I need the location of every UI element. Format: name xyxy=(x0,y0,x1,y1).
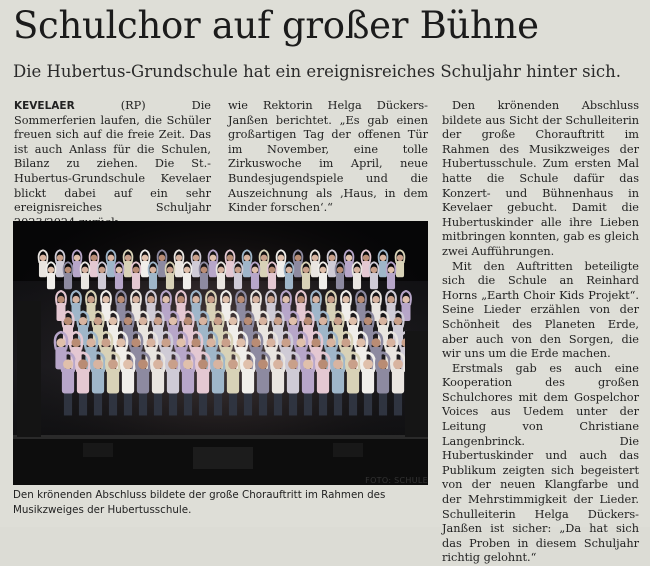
dateline: KEVELAER xyxy=(14,100,75,112)
headline: Schulchor auf großer Bühne xyxy=(13,4,539,47)
column-2 xyxy=(228,99,428,216)
choir-stage-illustration xyxy=(13,221,428,485)
column-3 xyxy=(442,99,639,566)
paragraph-conclusion: Den krönenden Abschluss bildete aus Sicht der Schulleiterin der große Chorauftritt im Rahmen des Musikzweiges der Hubertusschule. Zum ersten Mal hatte die Schule dafür das Konzert- und Bühnenhaus in Kevelaer gebucht. Damit die Hubertuskinder alle ihre Lieben mitbringen konnten, gab es gleich zwei Aufführungen. xyxy=(442,99,639,258)
column-1 xyxy=(14,99,211,230)
column-2-text: wie Rektorin Helga Dückers-Janßen berichtet. „Es gab einen großartigen Tag der offenen Tür im November, eine tolle Zirkuswoche im April, neue Bundesjugendspiele und die Auszeichnung als ‚Haus, in dem Kinder forschen‘.“ xyxy=(228,99,428,215)
paragraph-earth-choir: Mit den Auftritten beteiligte sich die Schule an Reinhard Horns „Earth Choir Kids Projekt“. Seine Lieder erzählen von der Schönheit des Planeten Erde, aber auch von den Sorgen, die wir uns um die Erde machen. xyxy=(442,259,639,361)
photo-caption: Den krönenden Abschluss bildete der große Chorauftritt im Rahmen des Musikzweiges der Hubertusschule. xyxy=(13,489,386,516)
choir-photo xyxy=(13,221,428,485)
photo-credit: FOTO: SCHULE xyxy=(365,476,428,485)
subheadline: Die Hubertus-Grundschule hat ein ereignisreiches Schuljahr hinter sich. xyxy=(13,62,622,81)
paragraph-cooperation: Erstmals gab es auch eine Kooperation des großen Schulchores mit dem Gospelchor Voices aus Uedem unter der Leitung von Christiane Langenbrinck. Die Hubertuskinder und auch das Publikum zeigten sich begeistert von der neuen Klangfarbe und der Mehrstimmigkeit der Lieder. Schulleiterin Helga Dückers-Janßen ist sicher: „Da hat sich das Proben in diesem Schuljahr richtig gelohnt.“ xyxy=(442,361,639,565)
intro-text: (RP) Die Sommerferien laufen, die Schüler freuen sich auf die freie Zeit. Das ist auch Anlass für die Schulen, Bilanz zu ziehen. Die St.-Hubertus-Grundschule Kevelaer blickt dabei auf ein sehr ereignisreiches Schuljahr xyxy=(14,99,211,215)
